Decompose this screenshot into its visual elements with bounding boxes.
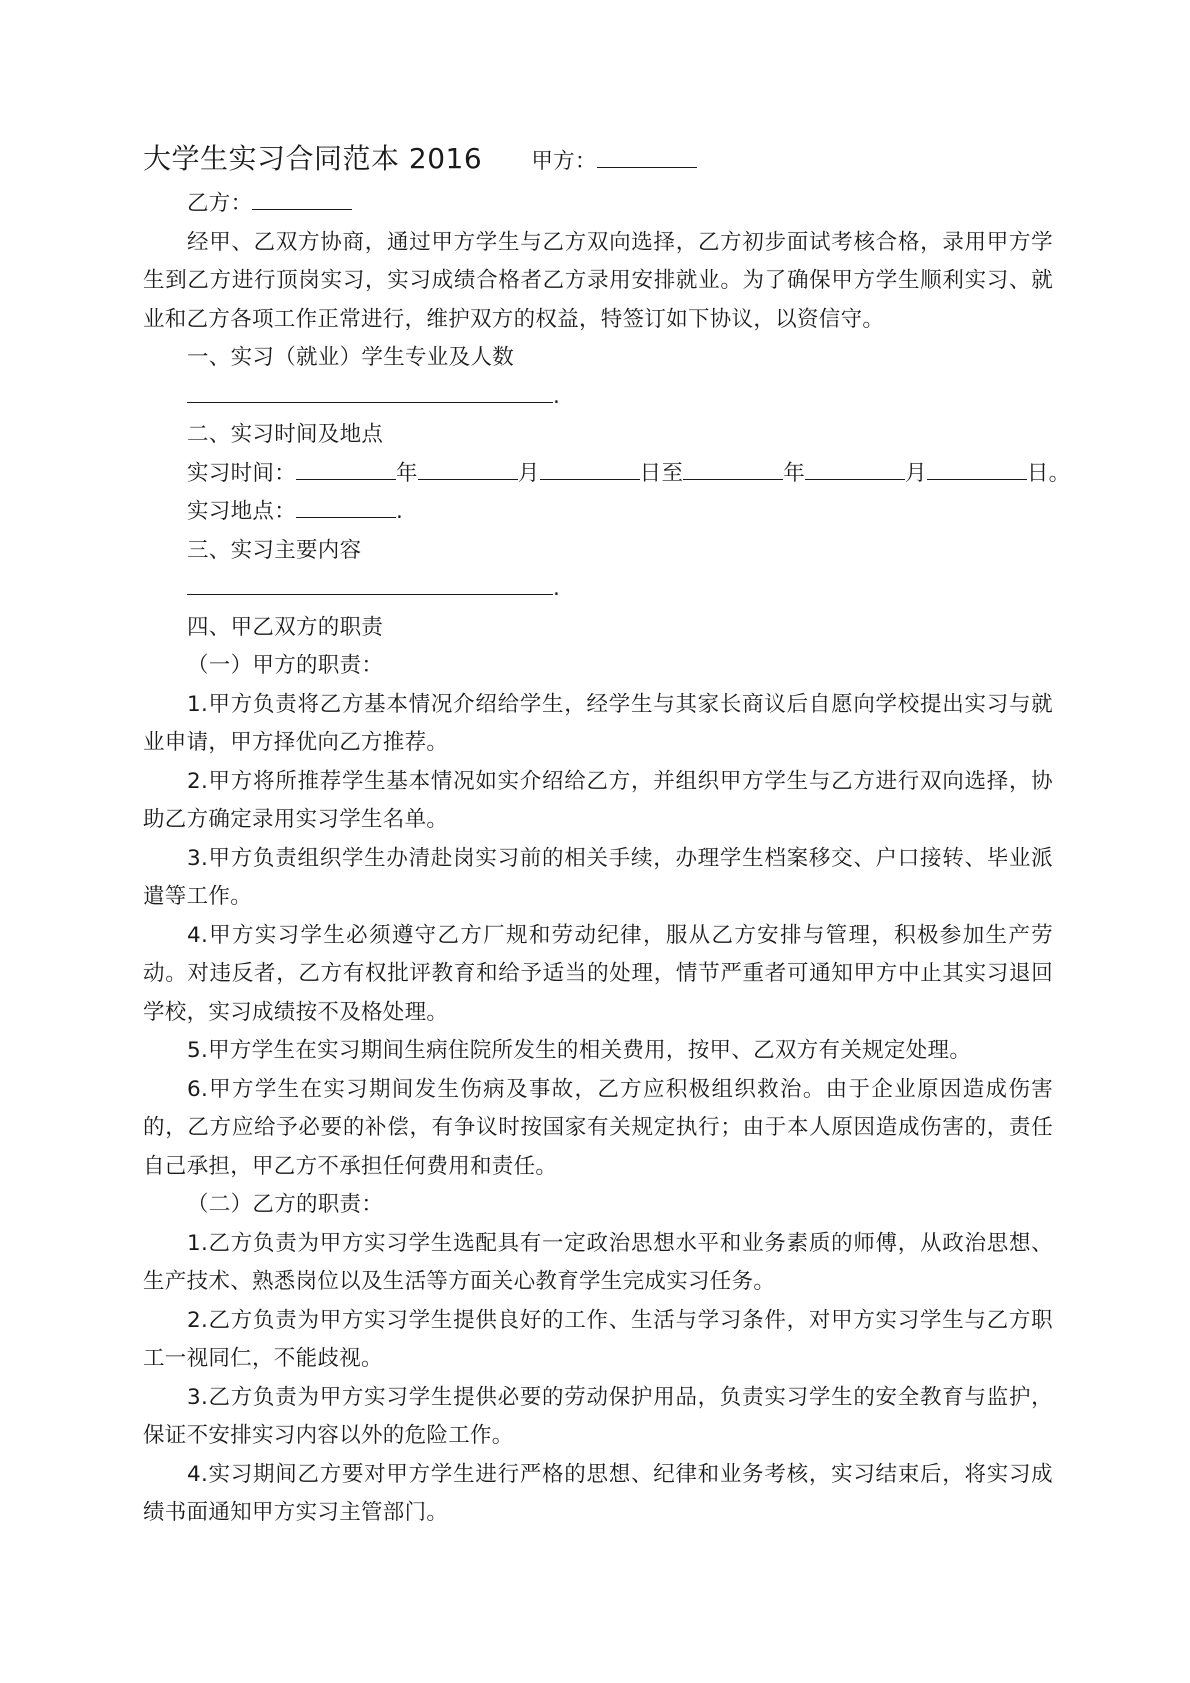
a-item-3: 3.甲方负责组织学生办清赴岗实习前的相关手续，办理学生档案移交、户口接转、毕业派遣等工作。 — [143, 845, 1053, 909]
party-a-blank[interactable] — [597, 143, 697, 168]
month-unit-2: 月 — [905, 460, 927, 486]
party-b-duties-heading: （二）乙方的职责： — [187, 1192, 384, 1217]
start-day-blank[interactable] — [540, 455, 640, 480]
b-item-3: 3.乙方负责为甲方实习学生提供必要的劳动保护用品，负责实习学生的安全教育与监护，保证不安排实习内容以外的危险工作。 — [143, 1384, 1053, 1448]
section1-blank[interactable] — [187, 378, 553, 403]
year-unit: 年 — [396, 460, 418, 486]
start-year-blank[interactable] — [296, 455, 396, 480]
document-title: 大学生实习合同范本 2016 — [143, 142, 483, 175]
end-month-blank[interactable] — [805, 455, 905, 480]
start-month-blank[interactable] — [418, 455, 518, 480]
section3-blank-line — [143, 570, 1053, 609]
a-item-1: 1.甲方负责将乙方基本情况介绍给学生，经学生与其家长商议后自愿向学校提出实习与就业申请，甲方择优向乙方推荐。 — [143, 691, 1053, 755]
section1-heading: 一、实习（就业）学生专业及人数 — [187, 345, 515, 370]
section2-heading: 二、实习时间及地点 — [187, 422, 384, 447]
place-blank[interactable] — [296, 493, 396, 518]
month-unit: 月 — [517, 460, 540, 486]
place-line — [143, 493, 1053, 532]
section4-heading: 四、甲乙双方的职责 — [187, 614, 384, 640]
day-to-unit: 日至 — [639, 460, 684, 486]
party-a-duties-heading: （一）甲方的职责： — [187, 653, 384, 678]
section1-blank-line — [143, 378, 1053, 417]
place-period: . — [396, 499, 404, 524]
end-day-blank[interactable] — [927, 455, 1027, 480]
year-unit-2: 年 — [783, 460, 806, 486]
a-item-5: 5.甲方学生在实习期间生病住院所发生的相关费用，按甲、乙双方有关规定处理。 — [187, 1038, 972, 1063]
a-item-4: 4.甲方实习学生必须遵守乙方厂规和劳动纪律，服从乙方安排与管理，积极参加生产劳动。对违反者，乙方有权批评教育和给予适当的处理，情节严重者可通知甲方中止其实习退回学校，实习成绩按不及格处理。 — [143, 922, 1053, 1025]
b-item-4: 4.实习期间乙方要对甲方学生进行严格的思想、纪律和业务考核，实习结束后，将实习成绩书面通知甲方实习主管部门。 — [143, 1461, 1053, 1525]
day-end-unit: 日。 — [1026, 460, 1071, 486]
end-year-blank[interactable] — [683, 455, 783, 480]
place-label: 实习地点： — [187, 499, 297, 524]
b-item-2: 2.乙方负责为甲方实习学生提供良好的工作、生活与学习条件，对甲方实习学生与乙方职工一视同仁，不能歧视。 — [143, 1307, 1053, 1371]
party-b-label: 乙方： — [187, 191, 253, 216]
a-item-6: 6.甲方学生在实习期间发生伤病及事故，乙方应积极组织救治。由于企业原因造成伤害的，乙方应给予必要的补偿，有争议时按国家有关规定执行；由于本人原因造成伤害的，责任自己承担，甲乙方不承担任何费用和责任。 — [143, 1076, 1053, 1179]
party-a-label: 甲方： — [531, 149, 597, 174]
section3-heading: 三、实习主要内容 — [187, 537, 362, 563]
section1-period: . — [553, 383, 561, 409]
a-item-2: 2.甲方将所推荐学生基本情况如实介绍给乙方，并组织甲方学生与乙方进行双向选择，协助乙方确定录用实习学生名单。 — [143, 768, 1053, 832]
intro-paragraph: 经甲、乙双方协商，通过甲方学生与乙方双向选择，乙方初步面试考核合格，录用甲方学生到乙方进行顶岗实习，实习成绩合格者乙方录用安排就业。为了确保甲方学生顺利实习、就业和乙方各项工作正常进行，维护双方的权益，特签订如下协议，以资信守。 — [143, 229, 1053, 332]
time-line — [143, 455, 1071, 494]
section3-blank[interactable] — [187, 570, 553, 595]
party-a-field — [531, 149, 696, 174]
title-row — [143, 138, 1053, 183]
party-b-blank[interactable] — [252, 185, 352, 210]
party-b-field — [143, 185, 1053, 224]
b-item-1: 1.乙方负责为甲方实习学生选配具有一定政治思想水平和业务素质的师傅，从政治思想、生产技术、熟悉岗位以及生活等方面关心教育学生完成实习任务。 — [143, 1230, 1053, 1294]
section3-period: . — [553, 576, 561, 601]
time-label: 实习时间： — [187, 460, 297, 486]
document-body — [143, 138, 1071, 1533]
